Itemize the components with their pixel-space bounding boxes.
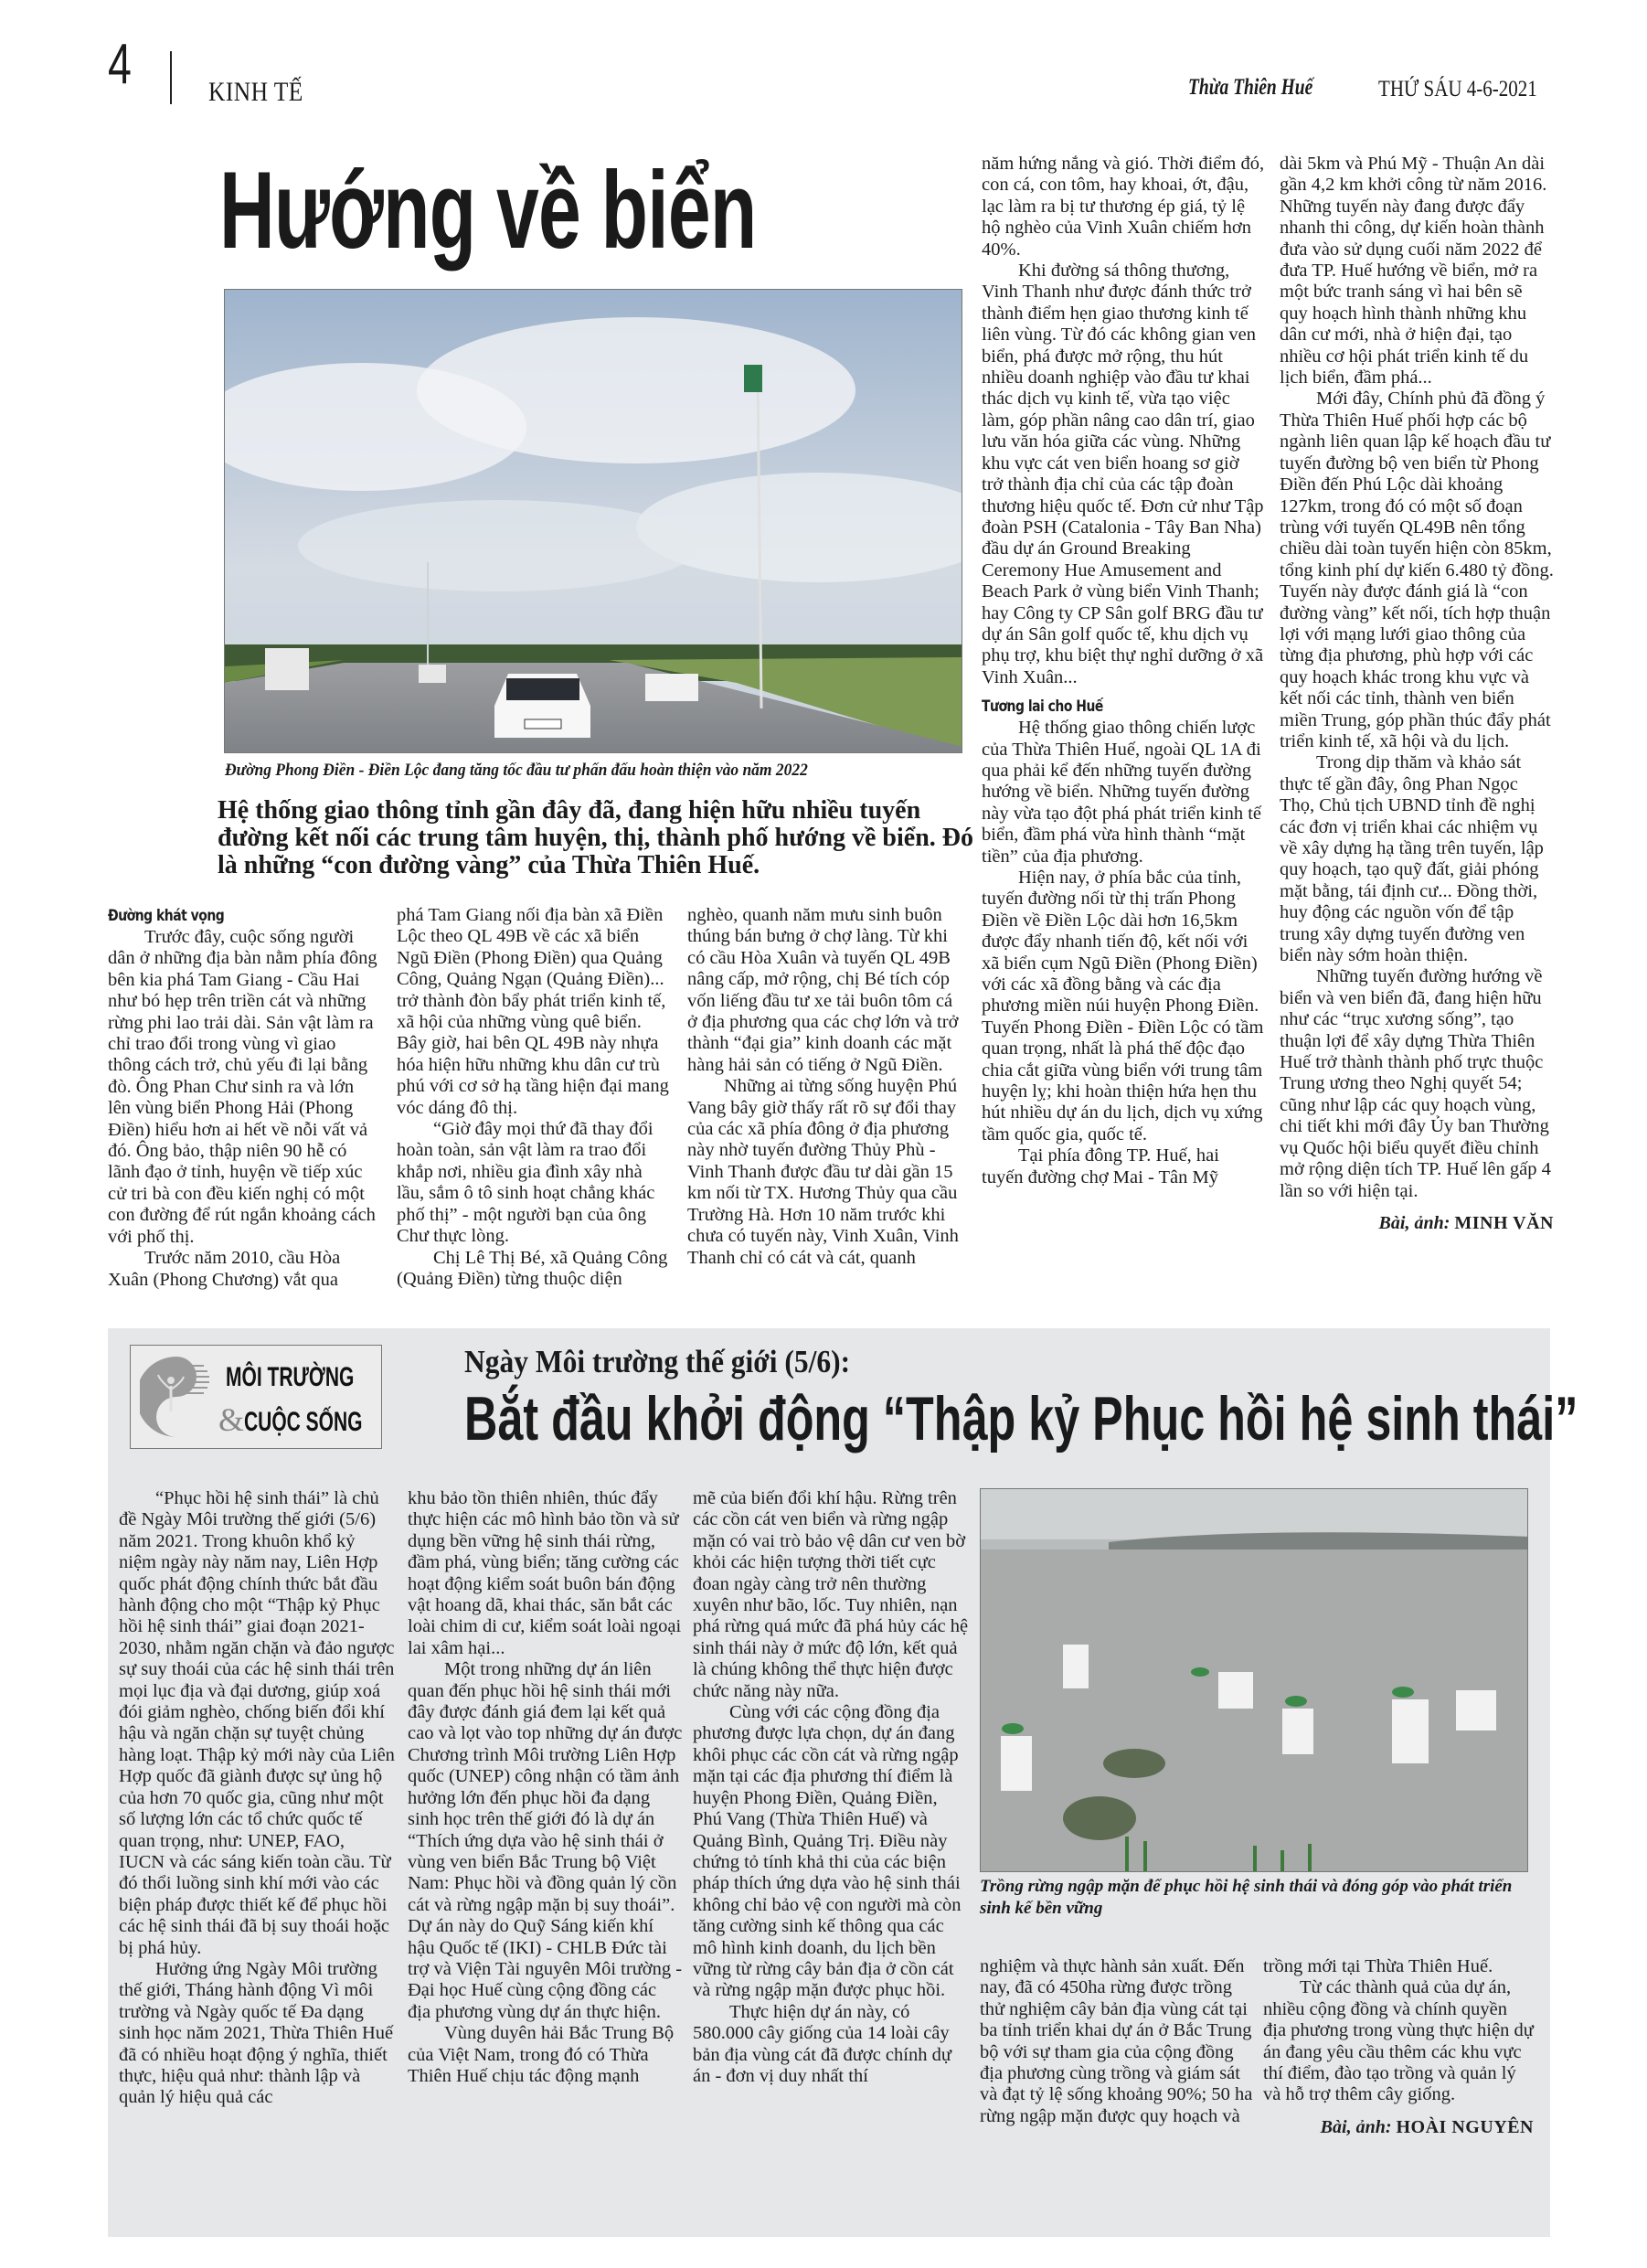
article-column-5 <box>1263 1956 1534 2138</box>
byline-author: MINH VĂN <box>1454 1212 1554 1233</box>
paragraph: Hiện nay, ở phía bắc của tỉnh, tuyến đường nối từ thị trấn Phong Điền về Điền Lộc dài hơn 16,5km được đẩy nhanh tiến độ, kết nối với xã biển cụm Ngũ Điền (Phong Điền) với các xã đồng bằng và các địa phương miền núi huyện Phong Điền. Tuyến Phong Điền - Điền Lộc có tầm quan trọng, nhất là phá thế độc đạo chia cắt giữa vùng biển với trung tâm huyện lỵ; khi hoàn thiện hứa hẹn thu hút nhiều dự án du lịch, dịch vụ xứng tầm quốc gia, quốc tế. <box>982 868 1264 1145</box>
mangrove-photo-image <box>981 1489 1528 1872</box>
article-column-1 <box>119 1488 395 2109</box>
header-divider <box>170 51 172 104</box>
paragraph: năm hứng nắng và gió. Thời điểm đó, con cá, con tôm, hay khoai, ớt, đậu, lạc làm ra bị tư thương ép giá, tỷ lệ hộ nghèo của Vinh Xuân chiếm hơn 40%. <box>982 154 1265 260</box>
paragraph: Khi đường sá thông thương, Vinh Thanh như được đánh thức trở thành điểm hẹn giao thương kinh tế liên vùng. Từ đó các không gian ven biển, phá được mở rộng, thu hút nhiều doanh nghiệp vào đầu tư khai thác dịch vụ kinh tế, vừa tạo việc làm, góp phần nâng cao dân trí, giao lưu văn hóa giữa các vùng. Những khu vực cát ven biển hoang sơ giờ trở thành địa chỉ của các tập đoàn thương hiệu quốc tế. Đơn cử như Tập đoàn PSH (Catalonia - Tây Ban Nha) đầu dự án Ground Breaking Ceremony Hue Amusement and Beach Park ở vùng biển Vinh Thanh; hay Công ty CP Sân golf BRG đầu tư dự án Sân golf quốc tế, khu dịch vụ phụ trợ, khu biệt thự nghỉ dưỡng ở xã Vinh Xuân... <box>982 261 1264 687</box>
paragraph: Mới đây, Chính phủ đã đồng ý Thừa Thiên Huế phối hợp các bộ ngành liên quan lập kế hoạch đầu tư tuyến đường bộ ven biển từ Phong Điền đến Phú Lộc dài khoảng 127km, trong đó có một số đoạn trùng với tuyến QL49B nên tổng chiều dài toàn tuyến hiện còn 85km, tổng kinh phí dự kiến 6.480 tỷ đồng. Tuyến này được đánh giá là “con đường vàng” kết nối, tích hợp thuận lợi với mạng lưới giao thông của từng địa phương, phù hợp với các quy hoạch khác trong khu vực và kết nối các tỉnh, thành ven biển miền Trung, góp phần thúc đẩy phát triển kinh tế, xã hội và du lịch. <box>1280 389 1554 751</box>
paragraph: phá Tam Giang nối địa bàn xã Điền Lộc theo QL 49B về các xã biển Ngũ Điền (Phong Điền) qua Quảng Công, Quảng Ngạn (Quảng Điền)... trở thành đòn bẩy phát triển kinh tế, xã hội của những vùng quê biển. Bây giờ, hai bên QL 49B này nhựa hóa hiện hữu những khu dân cư trù phú với cơ sở hạ tầng hiện đại mang vóc dáng đô thị. <box>397 905 669 1118</box>
article-column-3 <box>687 905 962 1269</box>
article-column-3 <box>693 1488 969 2087</box>
photo-caption: Trồng rừng ngập mặn để phục hồi hệ sinh thái và đóng góp vào phát triển sinh kế bền vững <box>980 1877 1513 1918</box>
logo-subtitle: CUỘC SỐNG <box>244 1407 363 1437</box>
article-headline: Hướng về biển <box>219 149 757 272</box>
article-column-4 <box>982 154 1265 1188</box>
byline <box>1263 2117 1534 2138</box>
paragraph: “Phục hồi hệ sinh thái” là chủ đề Ngày Môi trường thế giới (5/6) năm 2021. Trong khuôn khổ kỷ niệm ngày này năm nay, Liên Hợp quốc phát động chính thức bắt đầu hành động cho một “Thập kỷ Phục hồi hệ sinh thái” giai đoạn 2021-2030, nhằm ngăn chặn và đảo ngược sự suy thoái của các hệ sinh thái trên mọi lục địa và đại dương, giúp xoá đói giảm nghèo, chống biến đổi khí hậu và ngăn chặn sự tuyệt chủng hàng loạt. Thập kỷ mới này của Liên Hợp quốc đã giành được sự ủng hộ của hơn 70 quốc gia, cũng như một số lượng lớn các tổ chức quốc tế quan trọng, như: UNEP, FAO, IUCN và các sáng kiến toàn cầu. Từ đó thổi luồng sinh khí mới vào các biện pháp được thiết kế để phục hồi các hệ sinh thái đã bị suy thoái hoặc bị phá hủy. <box>119 1488 395 1958</box>
paragraph: Hệ thống giao thông chiến lược của Thừa Thiên Huế, ngoài QL 1A đi qua phải kể đến những tuyến đường hướng về biển. Những tuyến đường này vừa tạo đột phá phát triển kinh tế biển, đầm phá vừa hình thành “mặt tiền” của địa phương. <box>982 718 1261 867</box>
article-column-5 <box>1280 154 1554 1234</box>
environment-emblem-icon <box>140 1353 213 1441</box>
column-logo <box>130 1345 382 1449</box>
paragraph: Tại phía đông TP. Huế, hai tuyến đường chợ Mai - Tân Mỹ <box>982 1145 1219 1187</box>
article-column-4 <box>980 1956 1256 2127</box>
byline-label: Bài, ảnh: <box>1320 2116 1392 2137</box>
paragraph: Một trong những dự án liên quan đến phục hồi hệ sinh thái mới đây được đánh giá đem lại kết quả cao và lọt vào top những dự án được Chương trình Môi trường Liên Hợp quốc (UNEP) công nhận có tầm ảnh hưởng lớn đến phục hồi đa dạng sinh học trên thế giới đó là dự án “Thích ứng dựa vào hệ sinh thái ở vùng ven biển Bắc Trung bộ Việt Nam: Phục hồi và đồng quản lý cồn cát và rừng ngập mặn bị suy thoái”. Dự án này do Quỹ Sáng kiến khí hậu Quốc tế (IKI) - CHLB Đức tài trợ và Viện Tài nguyên Môi trường - Đại học Huế cùng cộng đồng các địa phương vùng dự án thực hiện. <box>408 1659 683 2022</box>
issue-date: THỨ SÁU 4-6-2021 <box>1378 77 1537 101</box>
paragraph: Chị Lê Thị Bé, xã Quảng Công (Quảng Điền) từng thuộc diện <box>397 1247 668 1289</box>
article-column-2 <box>408 1488 684 2087</box>
byline-author: HOÀI NGUYÊN <box>1396 2116 1534 2137</box>
paragraph: Trong dịp thăm và khảo sát thực tế gần đây, ông Phan Ngọc Thọ, Chủ tịch UBND tỉnh đề nghị các đơn vị triển khai các nhiệm vụ về xây dựng hạ tầng trên tuyến, lập quy hoạch, tạo quỹ đất, giải phóng mặt bằng, tái định cư... Đồng thời, huy động các nguồn vốn để tập trung xây dựng tuyến đường ven biển này sớm hoàn thiện. <box>1280 752 1544 966</box>
subhead: Đường khát vọng <box>108 907 225 925</box>
paragraph: nghiệm và thực hành sản xuất. Đến nay, đã có 450ha rừng được trồng thử nghiệm cây bản địa vùng cát tại ba tỉnh triển khai dự án ở Bắc Trung bộ với sự tham gia của cộng đồng địa phương cùng trồng và giám sát và đạt tỷ lệ sống khoảng 90%; 50 ha rừng ngập mặn được quy hoạch và <box>980 1956 1253 2126</box>
byline-label: Bài, ảnh: <box>1378 1212 1450 1233</box>
logo-title-line-2 <box>218 1400 413 1439</box>
paragraph: Những ai từng sống huyện Phú Vang bây giờ thấy rất rõ sự đổi thay của các xã phía đông ở địa phương này nhờ tuyến đường Thủy Phù - Vinh Thanh được đầu tư dài gần 15 km nối từ TX. Hương Thủy qua cầu Trường Hà. Hơn 10 năm trước khi chưa có tuyến này, Vinh Xuân, Vinh Thanh chỉ có cát và cát, quanh <box>687 1076 959 1268</box>
mangrove-planting-photo <box>980 1488 1528 1872</box>
article-kicker: Ngày Môi trường thế giới (5/6): <box>464 1344 851 1379</box>
paragraph: Những tuyến đường hướng về biển và ven biển đã, đang hiện hữu như các “trục xương sống”, tạo thuận lợi để xây dựng Thừa Thiên Huế trở thành thành phố trực thuộc Trung ương theo Nghị quyết 54; cũng như lập các quy hoạch vùng, chi tiết khi mới đây Ủy ban Thường vụ Quốc hội biểu quyết điều chỉnh mở rộng diện tích TP. Huế lên gấp 4 lần so với hiện tại. <box>1280 966 1551 1201</box>
section-title: KINH TẾ <box>208 77 303 107</box>
subhead: Tương lai cho Huế <box>982 697 1103 717</box>
paragraph: nghèo, quanh năm mưu sinh buôn thúng bán bưng ở chợ làng. Từ khi có cầu Hòa Xuân và tuyến QL 49B nâng cấp, mở rộng, chị Bé tích cóp vốn liếng đầu tư xe tải buôn tôm cá ở địa phương qua các chợ lớn và trở thành “đại gia” kinh doanh các mặt hàng hải sản có tiếng ở Ngũ Điền. <box>687 905 959 1075</box>
logo-ampersand: & <box>218 1401 245 1438</box>
photo-caption: Đường Phong Điền - Điền Lộc đang tăng tốc đầu tư phấn đấu hoàn thiện vào năm 2022 <box>225 761 808 780</box>
article-column-1 <box>108 905 380 1291</box>
newspaper-name: Thừa Thiên Huế <box>1188 75 1313 100</box>
paragraph: Hưởng ứng Ngày Môi trường thế giới, Tháng hành động Vì môi trường và Ngày quốc tế Đa dạng sinh học năm 2021, Thừa Thiên Huế đã có nhiều hoạt động ý nghĩa, thiết thực, hiệu quả như: thành lập và quản lý hiệu quả các <box>119 1958 394 2108</box>
paragraph: Thực hiện dự án này, có 580.000 cây giống của 14 loài cây bản địa vùng cát đã được chính dự án - đơn vị duy nhất thí <box>693 2001 951 2086</box>
paragraph: Trước năm 2010, cầu Hòa Xuân (Phong Chương) vắt qua <box>108 1248 341 1290</box>
paragraph: khu bảo tồn thiên nhiên, thúc đẩy thực hiện các mô hình bảo tồn và sử dụng bền vững hệ sinh thái rừng, đầm phá, vùng biển; tăng cường các hoạt động kiểm soát buôn bán động vật hoang dã, khai thác, săn bắt các loài chim di cư, kiểm soát loài ngoại lai xâm hại... <box>408 1488 682 1658</box>
paragraph: Vùng duyên hải Bắc Trung Bộ của Việt Nam, trong đó có Thừa Thiên Huế chịu tác động mạnh <box>408 2023 675 2086</box>
article-lead: Hệ thống giao thông tỉnh gần đây đã, đang hiện hữu nhiều tuyến đường kết nối các trung tâm huyện, thị, thành phố hướng về biển. Đó là những “con đường vàng” của Thừa Thiên Huế. <box>218 796 973 879</box>
paragraph: Trước đây, cuộc sống người dân ở những địa bàn nằm phía đông bên kia phá Tam Giang - Cầu Hai như bó hẹp trên triền cát và những rừng phi lao trải dài. Sản vật làm ra chỉ trao đổi trong vùng vì giao thông cách trở, chủ yếu đi lại bằng đò. Ông Phan Chư sinh ra và lớn lên vùng biển Phong Hải (Phong Điền) hiểu hơn ai hết về nỗi vất vả đó. Ông bảo, thập niên 90 hễ có lãnh đạo ở tỉnh, huyện về tiếp xúc cử tri bà con đều kiến nghị có một con đường để rút ngắn khoảng cách với phố thị. <box>108 927 377 1247</box>
logo-title-line-1: MÔI TRƯỜNG <box>226 1362 355 1392</box>
paragraph: Cùng với các cộng đồng địa phương được lựa chọn, dự án đang khôi phục các cồn cát và rừng ngập mặn tại các địa phương thí điểm là huyện Phong Điền, Quảng Điền, Phú Vang (Thừa Thiên Huế) và Quảng Bình, Quảng Trị. Điều này chứng tỏ tính khả thi của các biện pháp thích ứng dựa vào hệ sinh thái không chỉ bảo vệ con người mà còn tăng cường sinh kế thông qua các mô hình kinh doanh, du lịch bền vững từ rừng cây bản địa ở cồn cát và rừng ngập mặn được phục hồi. <box>693 1702 962 2001</box>
paragraph: “Giờ đây mọi thứ đã thay đổi hoàn toàn, sản vật làm ra trao đổi khắp nơi, nhiều gia đình xây nhà lầu, sắm ô tô sinh hoạt chẳng khác phố thị” - một người bạn của ông Chư thực lòng. <box>397 1119 655 1247</box>
page-number: 4 <box>108 33 132 96</box>
road-photo-image <box>225 290 962 753</box>
paragraph: Từ các thành quả của dự án, nhiều cộng đồng và chính quyền địa phương trong vùng thực hiện dự án đang yêu cầu thêm các khu vực thí điểm, đào tạo trồng và quản lý và hỗ trợ thêm cây giống. <box>1263 1977 1534 2105</box>
paragraph: dài 5km và Phú Mỹ - Thuận An dài gần 4,2 km khởi công từ năm 2016. Những tuyến này đang được đẩy nhanh thi công, dự kiến hoàn thành đưa vào sử dụng cuối năm 2022 để đưa TP. Huế hướng về biển, mở ra một bức tranh sáng vì hai bên sẽ quy hoạch hình thành những khu dân cư mới, nhà ở hiện đại, tạo nhiều cơ hội phát triển kinh tế du lịch biển, đầm phá... <box>1280 154 1547 389</box>
article-column-2 <box>397 905 669 1290</box>
road-photo <box>224 289 962 753</box>
article-headline: Bắt đầu khởi động “Thập kỷ Phục hồi hệ sinh thái” <box>464 1384 1578 1453</box>
paragraph: trồng mới tại Thừa Thiên Huế. <box>1263 1956 1493 1976</box>
byline <box>1280 1213 1554 1234</box>
paragraph: mẽ của biến đổi khí hậu. Rừng trên các cồn cát ven biển và rừng ngập mặn có vai trò bảo vệ dân cư ven bờ khỏi các hiện tượng thời tiết cực đoan ngày càng trở nên thường xuyên như bão, lốc. Tuy nhiên, nạn phá rừng quá mức đã phá hủy các hệ sinh thái này ở mức độ lớn, kết quả là chúng không thể thực hiện được chức năng này nữa. <box>693 1488 969 1701</box>
